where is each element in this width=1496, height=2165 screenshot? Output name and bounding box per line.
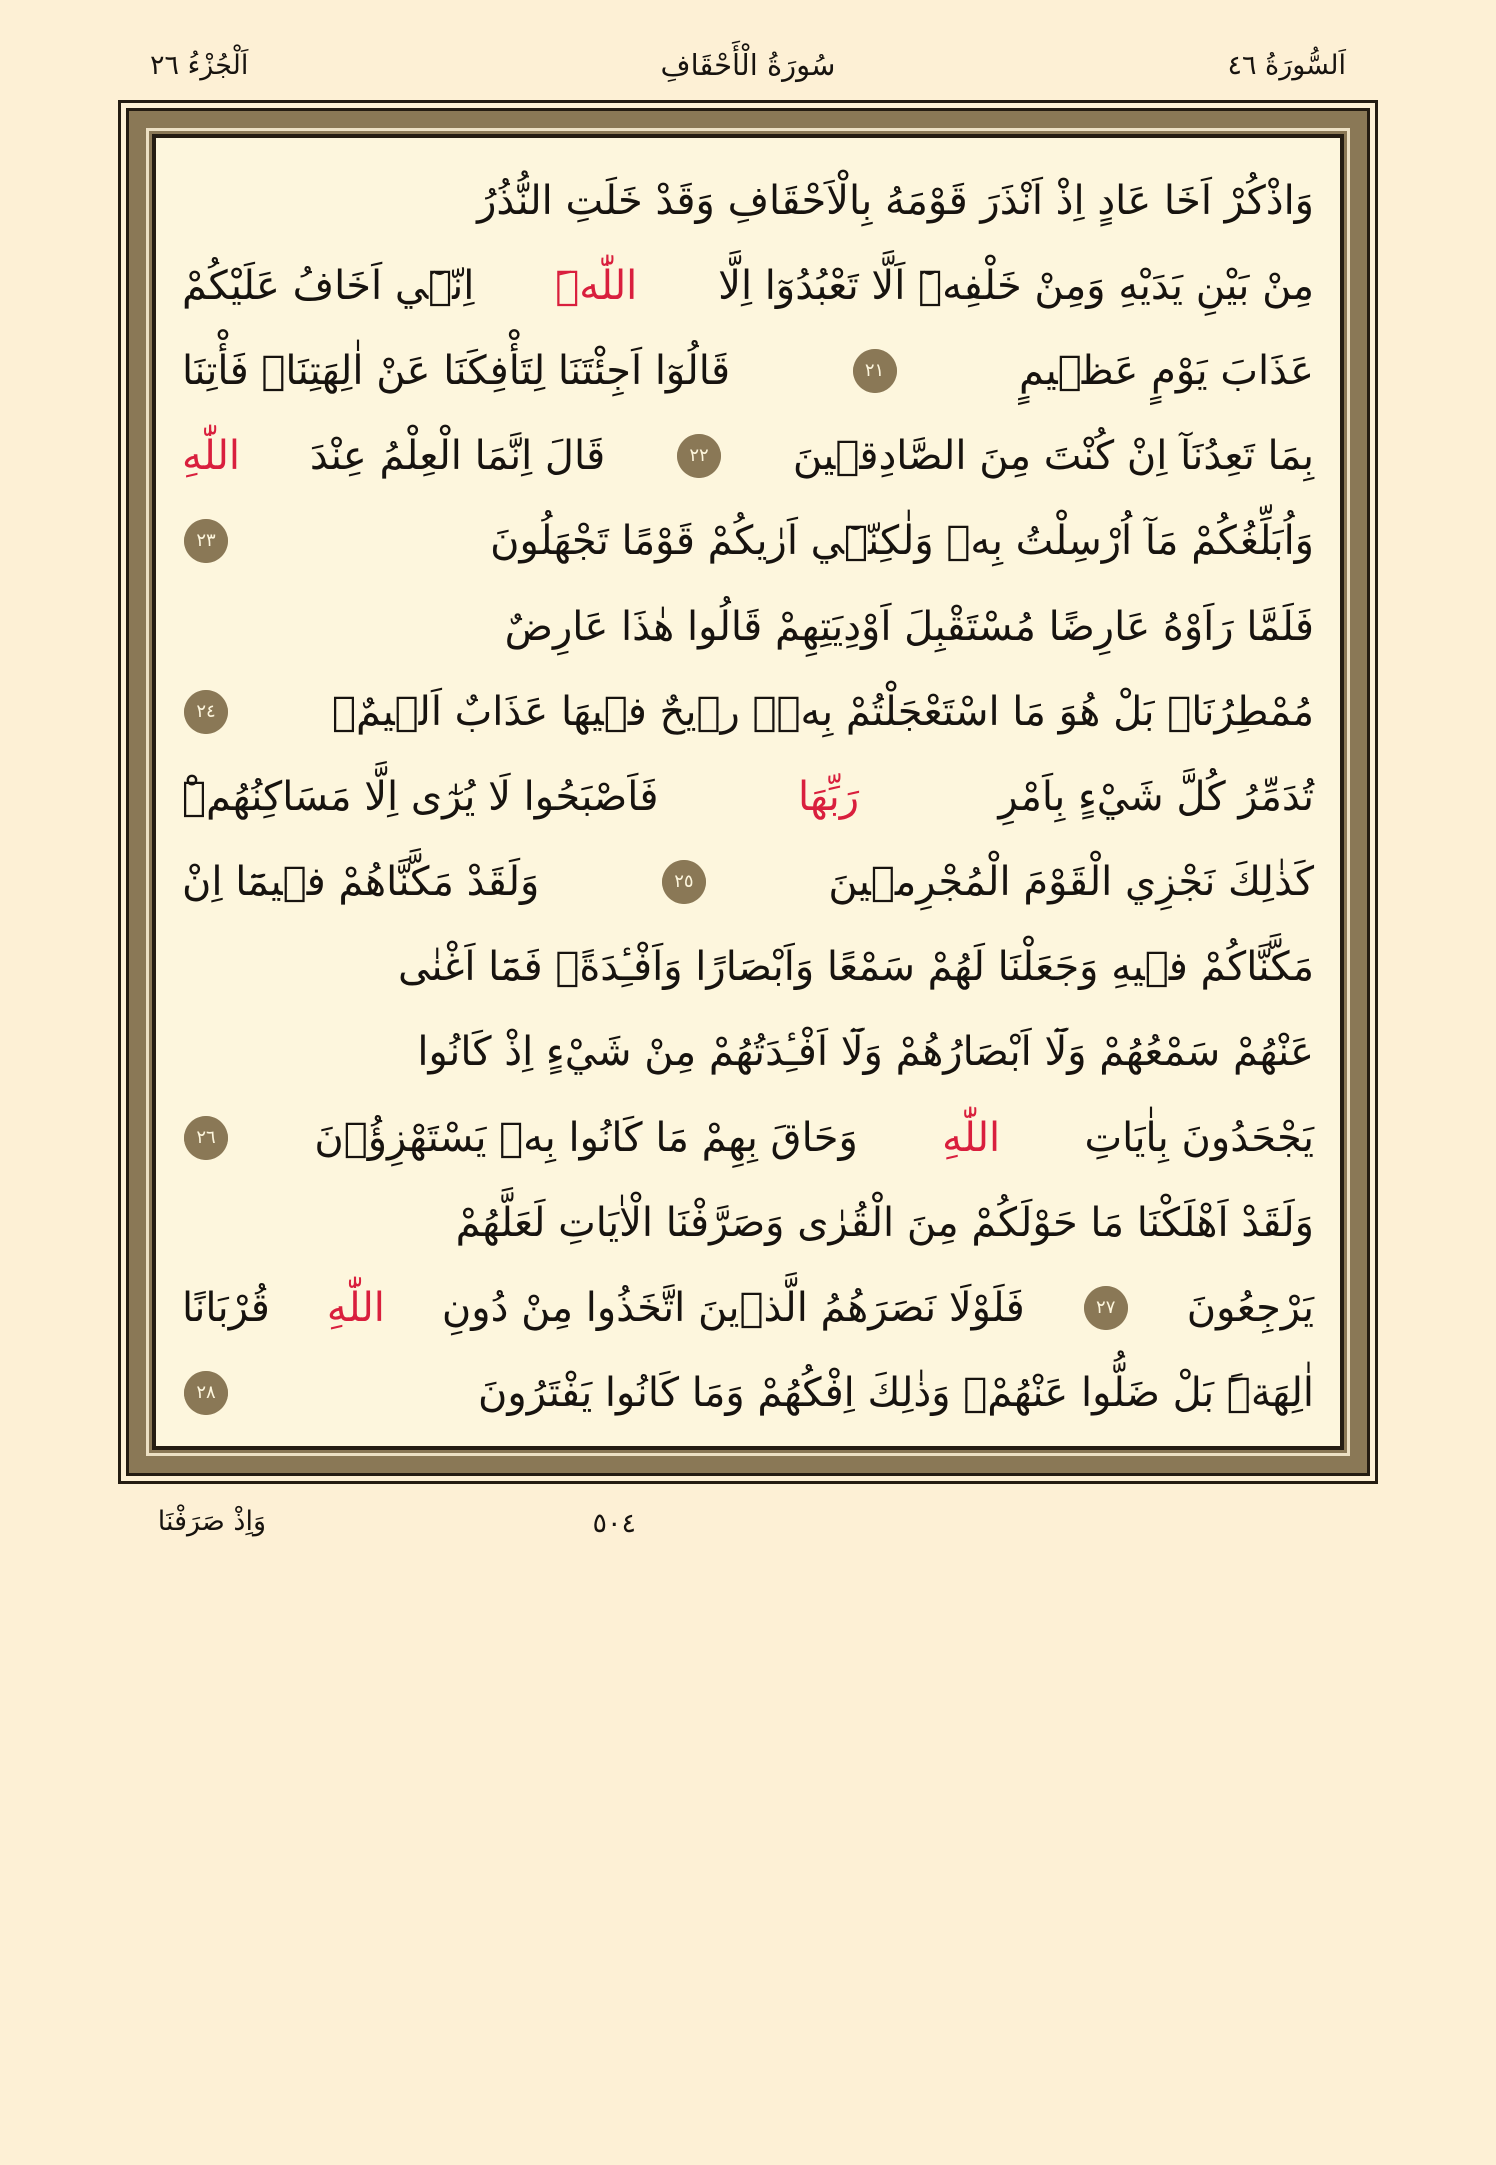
quran-text-segment: عَنْهُمْ سَمْعُهُمْ وَلَٓا اَبْصَارُهُمْ وَلَٓا اَفْـِٔدَتُهُمْ مِنْ شَيْءٍ اِذْ كَانُوا <box>417 1029 1314 1076</box>
quran-text-segment: وَاُبَلِّغُكُمْ مَآ اُرْسِلْتُ بِه۪ وَلٰكِنّ۪ٓي اَرٰيكُمْ قَوْمًا تَجْهَلُونَ <box>490 518 1314 565</box>
quran-text-segment: عَذَابَ يَوْمٍ عَظ۪يمٍ <box>1019 347 1314 394</box>
quran-text-segment: اِنّ۪ٓي اَخَافُ عَلَيْكُمْ <box>182 262 475 309</box>
ayah-line <box>182 1187 1314 1259</box>
ayah-line <box>182 931 1314 1003</box>
verse-number-marker: ٢٢ <box>679 436 719 476</box>
ornamental-frame-band <box>126 108 1370 1476</box>
ayah-line <box>182 1102 1314 1174</box>
quran-text-highlight: اللّٰهَۜ <box>555 262 638 309</box>
verse-number-marker: ٢٦ <box>186 1118 226 1158</box>
ayah-line <box>182 420 1314 492</box>
ayah-line <box>182 1357 1314 1429</box>
verse-number-marker: ٢٥ <box>664 862 704 902</box>
verse-number-marker: ٢٤ <box>186 692 226 732</box>
header-juz-label: اَلْجُزْءُ ٢٦ <box>150 49 249 81</box>
quran-text-highlight: اللّٰهِ <box>942 1114 1001 1161</box>
quran-text-block <box>156 138 1340 1446</box>
quran-text-segment: فَلَوْلَا نَصَرَهُمُ الَّذ۪ينَ اتَّخَذُوا مِنْ دُونِ <box>441 1285 1025 1332</box>
ornamental-frame-light-rule <box>146 128 1350 1456</box>
page-header <box>150 40 1346 90</box>
quran-text-segment: وَحَاقَ بِهِمْ مَا كَانُوا بِه۪ يَسْتَهْزِؤُ۫نَ <box>314 1114 858 1161</box>
quran-text-highlight: اللّٰهِ <box>182 433 241 480</box>
quran-text-segment: يَجْحَدُونَ بِاٰيَاتِ <box>1084 1114 1314 1161</box>
quran-text-segment: تُدَمِّرُ كُلَّ شَيْءٍ بِاَمْرِ <box>998 773 1314 820</box>
ayah-line <box>182 591 1314 663</box>
ayah-line <box>182 1272 1314 1344</box>
quran-text-segment: بِمَا تَعِدُنَآ اِنْ كُنْتَ مِنَ الصَّادِق۪ينَ <box>792 433 1314 480</box>
quran-text-segment: فَلَمَّا رَاَوْهُ عَارِضًا مُسْتَقْبِلَ اَوْدِيَتِهِمْ قَالُوا هٰذَا عَارِضٌ <box>504 603 1314 650</box>
ayah-line <box>182 335 1314 407</box>
ayah-line <box>182 250 1314 322</box>
quran-text-segment: وَلَقَدْ اَهْلَكْنَا مَا حَوْلَكُمْ مِنَ الْقُرٰى وَصَرَّفْنَا الْاٰيَاتِ لَعَلَّهُمْ <box>455 1199 1314 1246</box>
verse-number-marker: ٢٧ <box>1086 1288 1126 1328</box>
quran-text-highlight: رَبِّهَا <box>797 773 860 820</box>
catchword: وَاِذْ صَرَفْنَا <box>157 1506 266 1537</box>
page-number: ٥٠٤ <box>592 1508 636 1539</box>
ayah-line <box>182 761 1314 833</box>
quran-text-segment: فَاَصْبَحُوا لَا يُرٰٓى اِلَّا مَسَاكِنُهُمْۜ <box>182 773 659 820</box>
quran-text-segment: اٰلِهَةًۜ بَلْ ضَلُّوا عَنْهُمْۚ وَذٰلِكَ اِفْكُهُمْ وَمَا كَانُوا يَفْتَرُونَ <box>478 1370 1314 1417</box>
page-footer <box>150 1500 1346 1580</box>
ornamental-frame-outer-rule <box>118 100 1378 1484</box>
verse-number-marker: ٢٣ <box>186 521 226 561</box>
quran-text-segment: وَلَقَدْ مَكَّنَّاهُمْ ف۪يمَٓا اِنْ <box>182 859 540 906</box>
quran-text-segment: قُرْبَانًا <box>182 1285 270 1332</box>
ayah-line <box>182 505 1314 577</box>
quran-text-segment: مِنْ بَيْنِ يَدَيْهِ وَمِنْ خَلْفِهٖٓ اَلَّا تَعْبُدُوٓا اِلَّا <box>718 262 1314 309</box>
quran-text-segment: قَالُوٓا اَجِئْتَنَا لِتَأْفِكَنَا عَنْ اٰلِهَتِنَاۚ فَأْتِنَا <box>182 347 731 394</box>
header-surah-number: اَلسُّورَةُ ٤٦ <box>1227 49 1346 81</box>
ayah-line <box>182 165 1314 237</box>
quran-text-highlight: اللّٰهِ <box>326 1285 385 1332</box>
quran-text-segment: مَكَّنَّاكُمْ ف۪يهِ وَجَعَلْنَا لَهُمْ سَمْعًا وَاَبْصَارًا وَاَفْـِٔدَةًۖ فَمَٓا اَغْنٰى <box>398 944 1314 991</box>
quran-text-segment: وَاذْكُرْ اَخَا عَادٍ اِذْ اَنْذَرَ قَوْمَهُ بِالْاَحْقَافِ وَقَدْ خَلَتِ النُّذُرُ <box>477 177 1314 224</box>
ornamental-frame-inner-rule <box>152 134 1344 1450</box>
quran-text-segment: مُمْطِرُنَاۜ بَلْ هُوَ مَا اسْتَعْجَلْتُمْ بِه۪ۜ ر۪يحٌ ف۪يهَا عَذَابٌ اَل۪يمٌۙ <box>331 688 1314 735</box>
quran-text-segment: كَذٰلِكَ نَجْزِي الْقَوْمَ الْمُجْرِم۪ينَ <box>828 859 1314 906</box>
quran-text-segment: قَالَ اِنَّمَا الْعِلْمُ عِنْدَ <box>309 433 606 480</box>
quran-text-segment: يَرْجِعُونَ <box>1186 1285 1314 1332</box>
ayah-line <box>182 676 1314 748</box>
verse-number-marker: ٢٨ <box>186 1373 226 1413</box>
ayah-line <box>182 1016 1314 1088</box>
verse-number-marker: ٢١ <box>855 351 895 391</box>
ayah-line <box>182 846 1314 918</box>
header-surah-title: سُورَةُ الْأَحْقَافِ <box>660 47 836 82</box>
